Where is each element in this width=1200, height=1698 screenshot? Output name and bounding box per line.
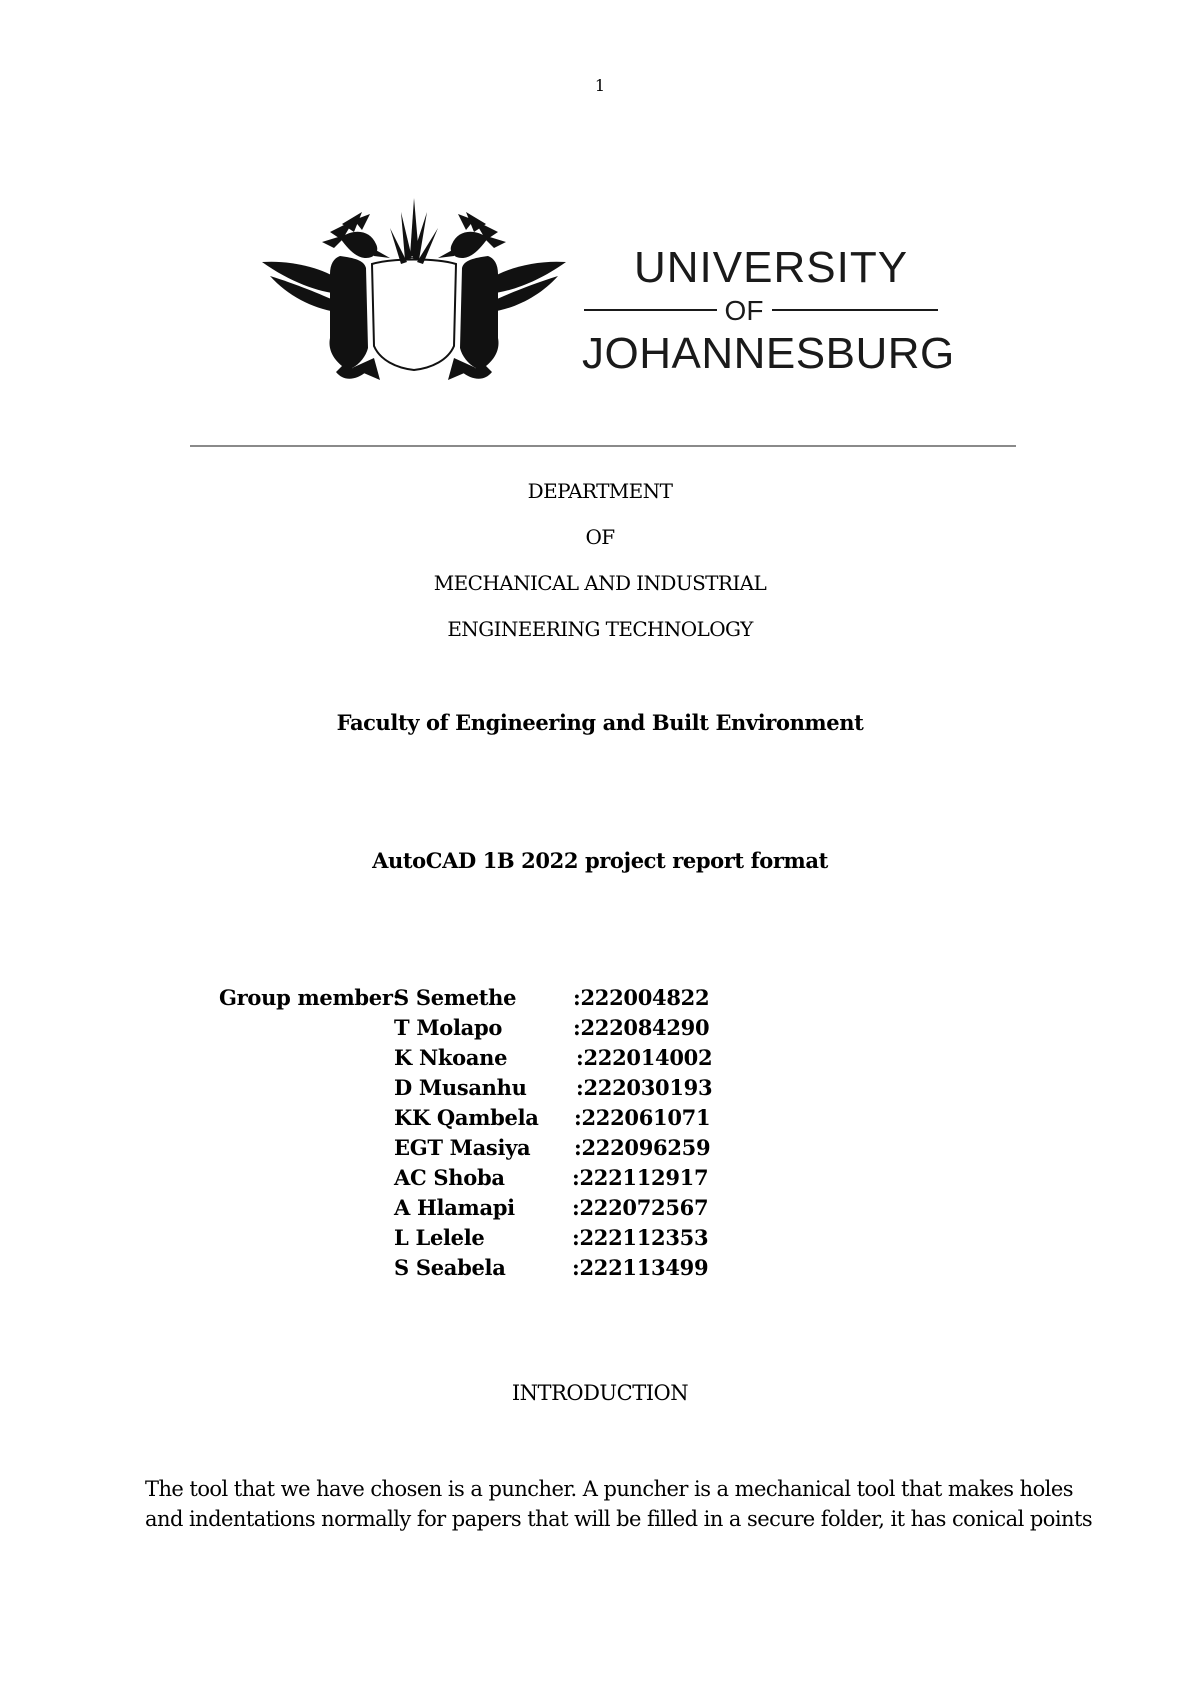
paragraph-line: The tool that we have chosen is a puncher. A puncher is a mechanical tool that makes holes <box>145 1477 1073 1501</box>
introduction-heading: INTRODUCTION <box>511 1381 689 1405</box>
member-name: KK Qambela <box>394 1105 539 1130</box>
member-number: :222113499 <box>572 1255 709 1280</box>
paragraph-line: and indentations normally for papers that will be filled in a secure folder, it has conical points <box>145 1507 1093 1531</box>
department-line-2: OF <box>585 525 615 549</box>
horizontal-rule <box>190 445 1016 447</box>
department-line-1: DEPARTMENT <box>527 479 673 503</box>
member-number: :222030193 <box>576 1075 713 1100</box>
member-number: :222112353 <box>572 1225 709 1250</box>
logo-university-text: UNIVERSITY <box>634 243 909 292</box>
member-number: :222096259 <box>574 1135 711 1160</box>
logo-of-text: OF <box>724 295 764 326</box>
university-crest-icon <box>262 198 952 388</box>
department-line-3: MECHANICAL AND INDUSTRIAL <box>433 571 767 595</box>
member-number: :222112917 <box>572 1165 709 1190</box>
member-name: S Semethe <box>394 985 517 1010</box>
member-name: L Lelele <box>394 1225 485 1250</box>
project-title: AutoCAD 1B 2022 project report format <box>372 848 828 873</box>
member-name: EGT Masiya <box>394 1135 531 1160</box>
member-name: K Nkoane <box>394 1045 508 1070</box>
group-member-label: Group member: <box>219 985 401 1010</box>
logo-johannesburg-text: JOHANNESBURG <box>582 329 952 378</box>
faculty-title: Faculty of Engineering and Built Environment <box>336 710 864 735</box>
introduction-paragraph <box>145 1474 1093 1534</box>
member-number: :222004822 <box>573 985 710 1010</box>
member-number: :222061071 <box>574 1105 711 1130</box>
university-logo <box>262 198 952 388</box>
member-name: D Musanhu <box>394 1075 527 1100</box>
member-name: A Hlamapi <box>394 1195 515 1220</box>
member-number: :222072567 <box>572 1195 709 1220</box>
page-number: 1 <box>594 76 606 95</box>
member-number: :222084290 <box>573 1015 710 1040</box>
member-name: S Seabela <box>394 1255 506 1280</box>
department-line-4: ENGINEERING TECHNOLOGY <box>447 617 753 641</box>
member-name: AC Shoba <box>394 1165 505 1190</box>
member-name: T Molapo <box>394 1015 503 1040</box>
member-number: :222014002 <box>576 1045 713 1070</box>
